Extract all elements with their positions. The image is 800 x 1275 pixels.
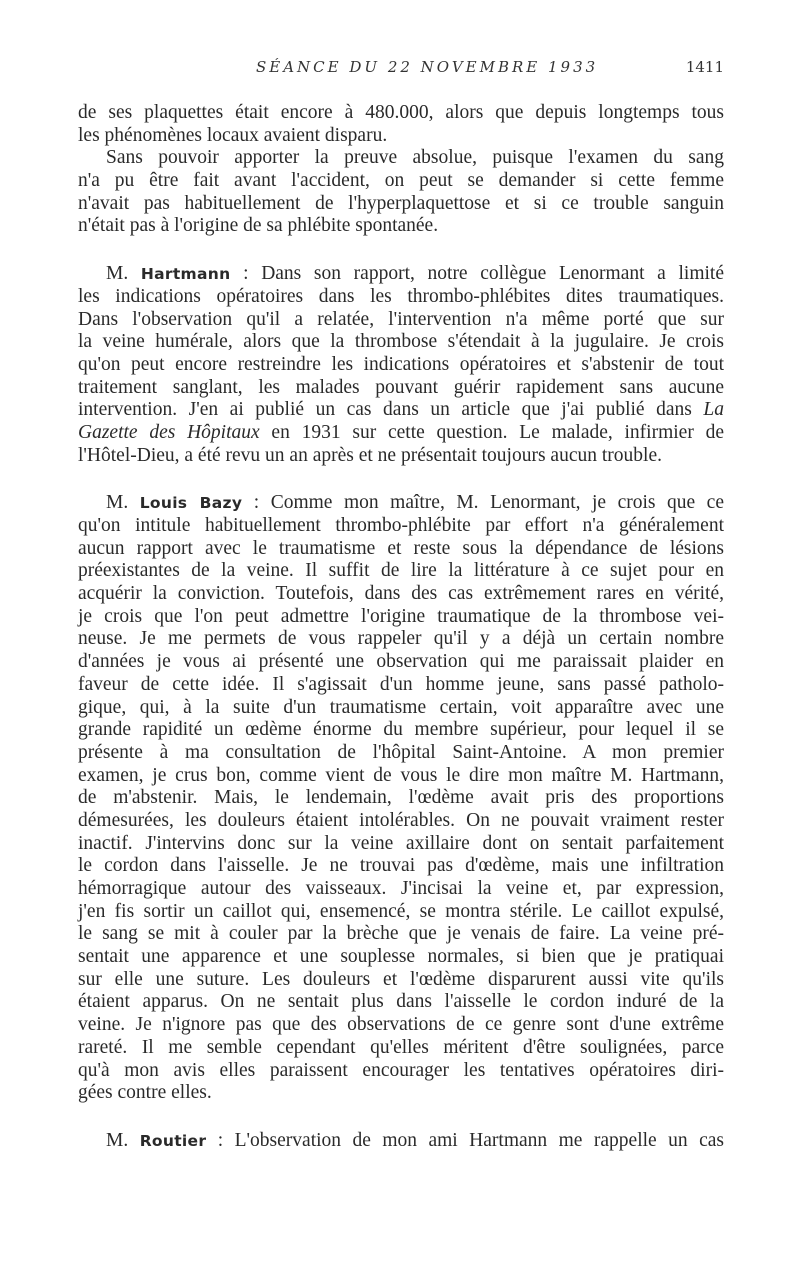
text-line: démesurées, les douleurs étaient intolérables. On ne pouvait vraiment rester	[78, 809, 724, 831]
text-line: traitement sanglant, les malades pouvant guérir rapidement sans aucune	[78, 376, 724, 398]
text-line: le cordon dans l'aisselle. Je ne trouvai pas d'œdème, mais une infiltration	[78, 855, 724, 877]
text-line: neuse. Je me permets de vous rappeler qu'il y a déjà un certain nombre	[78, 628, 724, 650]
text-line: Dans l'observation qu'il a relatée, l'intervention n'a même porté que sur	[78, 308, 724, 330]
speaker-name: Routier	[139, 1131, 207, 1150]
text-line: acquérir la conviction. Toutefois, dans des cas extrêmement rares en vérité,	[78, 583, 724, 605]
paragraph-routier	[78, 1130, 724, 1153]
text-line	[78, 399, 724, 422]
text-line: sentait une apparence et une souplesse normales, si bien que je pratiquai	[78, 946, 724, 968]
paragraph	[78, 102, 724, 147]
text-line: l'Hôtel-Dieu, a été revu un an après et ne présentait toujours aucun trouble.	[78, 444, 662, 466]
text-segment: intervention. J'en ai publié un cas dans un article que j'ai publié dans	[78, 399, 704, 421]
speaker-name: Hartmann	[140, 265, 231, 284]
text-line: gées contre elles.	[78, 1082, 212, 1104]
text-line: rareté. Il me semble cependant qu'elles méritent d'être soulignées, parce	[78, 1036, 724, 1058]
speaker-name: Louis Bazy	[139, 494, 243, 513]
text-line: qu'à mon avis elles paraissent encourager les tentatives opératoires diri-	[78, 1059, 724, 1081]
journal-title: La	[703, 399, 724, 421]
text-line: la veine humérale, alors que la thrombose s'étendait à la jugulaire. Je crois	[78, 331, 724, 353]
text-line	[78, 492, 724, 515]
text-line: les phénomènes locaux avaient disparu.	[78, 124, 388, 146]
journal-title: Gazette des Hôpitaux	[78, 421, 260, 443]
speaker-text: : Comme mon maître, M. Lenormant, je crois que ce	[242, 492, 724, 514]
text-line: sur elle une suture. Les douleurs et l'œdème disparurent aussi vite qu'ils	[78, 968, 724, 990]
text-line: de m'abstenir. Mais, le lendemain, l'œdème avait pris des proportions	[78, 787, 724, 809]
text-line: n'a pu être fait avant l'accident, on peut se demander si cette femme	[78, 170, 724, 192]
speaker-prefix: M.	[106, 1129, 140, 1151]
speaker-text: : Dans son rapport, notre collègue Lenormant a limité	[230, 263, 724, 285]
article-body	[78, 102, 724, 1153]
text-line: de ses plaquettes était encore à 480.000, alors que depuis longtemps tous	[78, 102, 724, 123]
paragraph	[78, 147, 724, 238]
text-line: d'années je vous ai présenté une observation qui me paraissait plaider en	[78, 651, 724, 673]
text-line: le sang se mit à couler par la brèche que je venais de faire. La veine pré-	[78, 923, 724, 945]
running-title: SÉANCE DU 22 NOVEMBRE 1933	[256, 58, 599, 76]
text-line	[78, 1130, 724, 1153]
speaker-text: : L'observation de mon ami Hartmann me rappelle un cas	[206, 1129, 725, 1151]
text-line	[78, 263, 724, 286]
text-line: je crois que l'on peut admettre l'origine traumatique de la thrombose vei-	[78, 605, 724, 627]
text-line: veine. Je n'ignore pas que des observations de ce genre sont d'une extrême	[78, 1014, 724, 1036]
text-line: j'en fis sortir un caillot qui, ensemencé, se montra stérile. Le caillot expulsé,	[78, 900, 724, 922]
text-line: étaient apparus. On ne sentait plus dans l'aisselle le cordon induré de la	[78, 991, 724, 1013]
text-line: qu'on peut encore restreindre les indications opératoires et s'abstenir de tout	[78, 353, 724, 375]
text-line: gique, qui, à la suite d'un traumatisme certain, voit apparaître avec une	[78, 696, 724, 718]
text-line	[78, 422, 724, 445]
text-line: n'était pas à l'origine de sa phlébite spontanée.	[78, 215, 439, 237]
page-header	[78, 58, 724, 88]
text-segment: en 1931 sur cette question. Le malade, infirmier de	[259, 421, 724, 443]
text-line: présente à ma consultation de l'hôpital Saint-Antoine. A mon premier	[78, 741, 724, 763]
page-number: 1411	[685, 58, 724, 76]
text-line: n'avait pas habituellement de l'hyperplaquettose et si ce trouble sanguin	[78, 192, 724, 214]
speaker-prefix: M.	[106, 492, 140, 514]
text-line: préexistantes de la veine. Il suffit de lire la littérature à ce sujet pour en	[78, 560, 724, 582]
text-line: Sans pouvoir apporter la preuve absolue, puisque l'examen du sang	[106, 147, 724, 169]
text-line: les indications opératoires dans les thrombo-phlébites dites traumatiques.	[78, 285, 724, 307]
speaker-prefix: M.	[106, 263, 141, 285]
paragraph-hartmann	[78, 263, 724, 467]
text-line: inactif. J'intervins donc sur la veine axillaire dont on sentait parfaitement	[78, 832, 724, 854]
text-line: hémorragique autour des vaisseaux. J'incisai la veine et, par expression,	[78, 878, 724, 899]
text-line: qu'on intitule habituellement thrombo-phlébite par effort n'a généralement	[78, 515, 724, 536]
text-line: grande rapidité un œdème énorme du membre supérieur, pour lequel il se	[78, 719, 724, 741]
paragraph-louis-bazy	[78, 492, 724, 1105]
text-line: aucun rapport avec le traumatisme et reste sous la dépendance de lésions	[78, 537, 724, 559]
text-line: examen, je crus bon, comme vient de vous le dire mon maître M. Hartmann,	[78, 764, 724, 786]
text-line: faveur de cette idée. Il s'agissait d'un homme jeune, sans passé patholo-	[78, 673, 724, 695]
